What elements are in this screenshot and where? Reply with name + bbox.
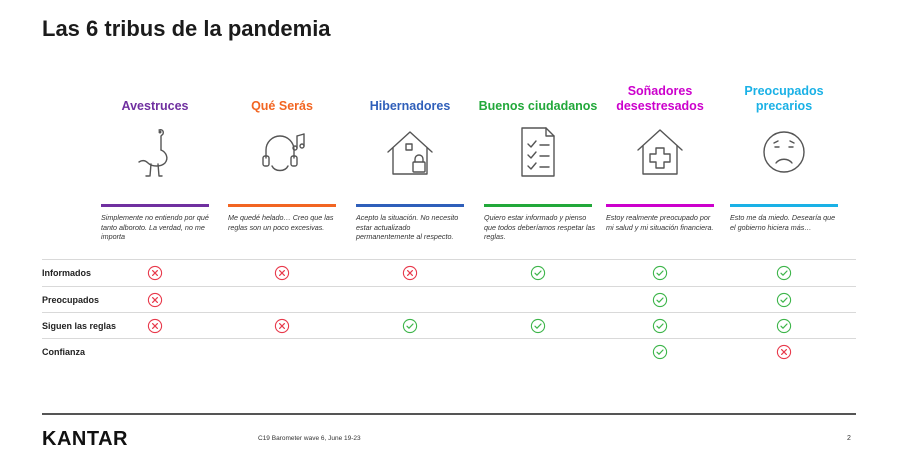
check-circle-icon bbox=[530, 318, 546, 334]
check-circle-icon bbox=[776, 318, 792, 334]
tribe-description-2: Acepto la situación. No necesito estar actualizado permanentemente al respecto. bbox=[356, 213, 459, 242]
page-number: 2 bbox=[847, 435, 851, 442]
tribe-description-4: Estoy realmente preocupado por mi salud y mi situación financiera. bbox=[606, 213, 714, 232]
check-circle-icon bbox=[652, 344, 668, 360]
footer-note: C19 Barometer wave 6, June 19-23 bbox=[258, 435, 361, 442]
x-circle-icon bbox=[274, 265, 290, 281]
tribe-name-3: Buenos ciudadanos bbox=[478, 99, 598, 113]
row-label: Informados bbox=[42, 268, 92, 278]
headphones-music-icon bbox=[252, 122, 312, 182]
checklist-icon bbox=[508, 122, 568, 182]
tribe-name-5: Preocupados precarios bbox=[744, 84, 824, 113]
row-label: Siguen las reglas bbox=[42, 321, 117, 331]
x-circle-icon bbox=[147, 265, 163, 281]
tribe-color-bar-3 bbox=[484, 204, 592, 207]
x-circle-icon bbox=[402, 265, 418, 281]
tribe-name-4: Soñadores desestresados bbox=[616, 84, 704, 113]
x-circle-icon bbox=[776, 344, 792, 360]
tribe-description-1: Me quedé helado… Creo que las reglas son un poco excesivas. bbox=[228, 213, 334, 232]
row-divider bbox=[42, 338, 856, 339]
x-circle-icon bbox=[147, 292, 163, 308]
tribe-color-bar-4 bbox=[606, 204, 714, 207]
check-circle-icon bbox=[776, 265, 792, 281]
kantar-logo: KANTAR bbox=[42, 428, 128, 450]
tribe-name-2: Hibernadores bbox=[369, 99, 451, 113]
row-divider bbox=[42, 312, 856, 313]
row-label: Preocupados bbox=[42, 295, 100, 305]
page-title: Las 6 tribus de la pandemia bbox=[42, 16, 331, 41]
check-circle-icon bbox=[652, 318, 668, 334]
tribe-description-0: Simplemente no entiendo por qué tanto alboroto. La verdad, no me importa bbox=[101, 213, 209, 242]
check-circle-icon bbox=[776, 292, 792, 308]
x-circle-icon bbox=[274, 318, 290, 334]
row-divider bbox=[42, 286, 856, 287]
footer-divider bbox=[42, 413, 856, 415]
row-label: Confianza bbox=[42, 347, 86, 357]
tribe-color-bar-1 bbox=[228, 204, 336, 207]
ostrich-icon bbox=[125, 122, 185, 182]
worried-face-icon bbox=[754, 122, 814, 182]
x-circle-icon bbox=[147, 318, 163, 334]
tribe-color-bar-2 bbox=[356, 204, 464, 207]
tribe-name-0: Avestruces bbox=[121, 99, 189, 113]
check-circle-icon bbox=[530, 265, 546, 281]
house-medical-cross-icon bbox=[630, 122, 690, 182]
check-circle-icon bbox=[402, 318, 418, 334]
house-lock-icon bbox=[380, 122, 440, 182]
check-circle-icon bbox=[652, 292, 668, 308]
tribe-name-1: Qué Serás bbox=[251, 99, 313, 113]
check-circle-icon bbox=[652, 265, 668, 281]
row-divider bbox=[42, 259, 856, 260]
tribe-color-bar-0 bbox=[101, 204, 209, 207]
tribe-description-3: Quiero estar informado y pienso que todos deberíamos respetar las reglas. bbox=[484, 213, 596, 242]
tribe-description-5: Esto me da miedo. Desearía que el gobierno hiciera más… bbox=[730, 213, 836, 232]
tribe-color-bar-5 bbox=[730, 204, 838, 207]
